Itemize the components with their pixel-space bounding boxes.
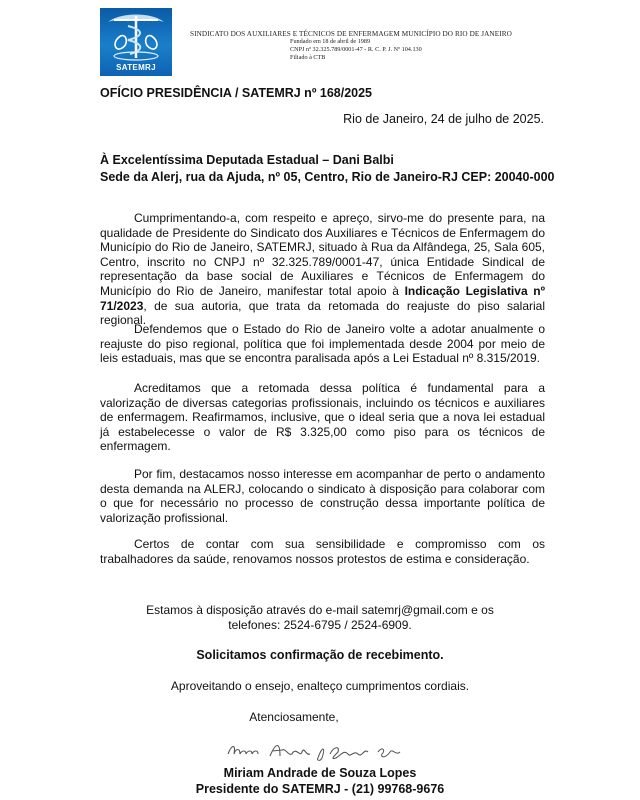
caduceus-emblem-icon (100, 8, 172, 64)
recipient-name: À Excelentíssima Deputada Estadual – Dani Balbi (100, 153, 394, 167)
paragraph-1 (100, 211, 545, 328)
indicacao-legislativa: Indicação Legislativa nº 71/2023 (100, 283, 546, 313)
signer-title: Presidente do SATEMRJ - (21) 99768-9676 (195, 782, 445, 796)
satemrj-logo (100, 8, 172, 76)
affiliation: Filiado à CTB (290, 54, 326, 61)
confirmation-request: Solicitamos confirmação de recebimento. (196, 648, 444, 662)
contact-email-line: Estamos à disposição através do e-mail satemrj@gmail.com e os (146, 603, 494, 617)
founded-date: Fundado em 18 de abril de 1989 (290, 38, 371, 45)
paragraph-2: Defendemos que o Estado do Rio de Janeiro volte a adotar anualmente o reajuste do piso regional, política que foi implementada desde 2004 por meio de leis estaduais, mas que se encontra paralisada após a Lei Estadual nº 8.315/2019. (100, 322, 545, 366)
paragraph-4: Por fim, destacamos nosso interesse em acompanhar de perto o andamento desta demanda na ALERJ, colocando o sindicato à disposição para colaborar com o que for necessário no processo de construção dessa importante política de valorização profissional. (100, 467, 545, 525)
contact-info (0, 603, 640, 633)
handwritten-signature (222, 736, 412, 766)
logo-wordmark: SATEMRJ (116, 63, 156, 72)
paragraph-5: Certos de contar com sua sensibilidade e compromisso com os trabalhadores da saúde, renovamos nossos protestos de estima e consideração. (100, 537, 545, 566)
recipient-block (100, 152, 554, 186)
paragraph-1-end: , de sua autoria, que trata da retomada do reajuste do piso salarial regional. (100, 298, 545, 328)
paragraph-3: Acreditamos que a retomada dessa política é fundamental para a valorização de diversas categorias profissionais, incluindo os técnicos e auxiliares de enfermagem. Reafirmamos, inclusive, que o ideal seria que a nova lei estadual já estabelecesse o valor de R$ 3.325,00 como piso para os técnicos de enfermagem. (100, 381, 545, 454)
organization-name: SINDICATO DOS AUXILIARES E TÉCNICOS DE ENFERMAGEM MUNICÍPIO DO RIO DE JANEIRO (190, 30, 512, 38)
signer-name: Miriam Andrade de Souza Lopes (223, 766, 417, 780)
letter-reference: OFÍCIO PRESIDÊNCIA / SATEMRJ nº 168/2025 (100, 86, 372, 100)
signer-block (0, 765, 640, 797)
contact-phone-line: telefones: 2524-6795 / 2524-6909. (228, 618, 412, 632)
closing-line: Atenciosamente, (249, 710, 339, 724)
recipient-address: Sede da Alerj, rua da Ajuda, nº 05, Centro, Rio de Janeiro-RJ CEP: 20040-000 (100, 170, 555, 184)
regards-line: Aproveitando o ensejo, enalteço cumprimentos cordiais. (170, 679, 470, 693)
letter-date: Rio de Janeiro, 24 de julho de 2025. (343, 112, 544, 126)
registry-numbers: CNPJ nº 32.325.789/0001-47 - R. C. P. J. Nº 104.130 (290, 46, 422, 53)
paragraph-1-text: Cumprimentando-a, com respeito e apreço, sirvo-me do presente para, na qualidade de Presidente do Sindicato dos Auxiliares e Técnicos de Enfermagem do Município do Rio de Janeiro, SATEMRJ, situado à Rua da Alfândega, 25, Sala 605, Centro, inscrito no CNPJ nº 32.325.789/0001-47, única Entidade Sindical de representação da base social de Auxiliares e Técnicos de Enfermagem do Município do Rio de Janeiro, manifestar total apoio à (100, 211, 545, 298)
letterhead-info (190, 30, 570, 62)
